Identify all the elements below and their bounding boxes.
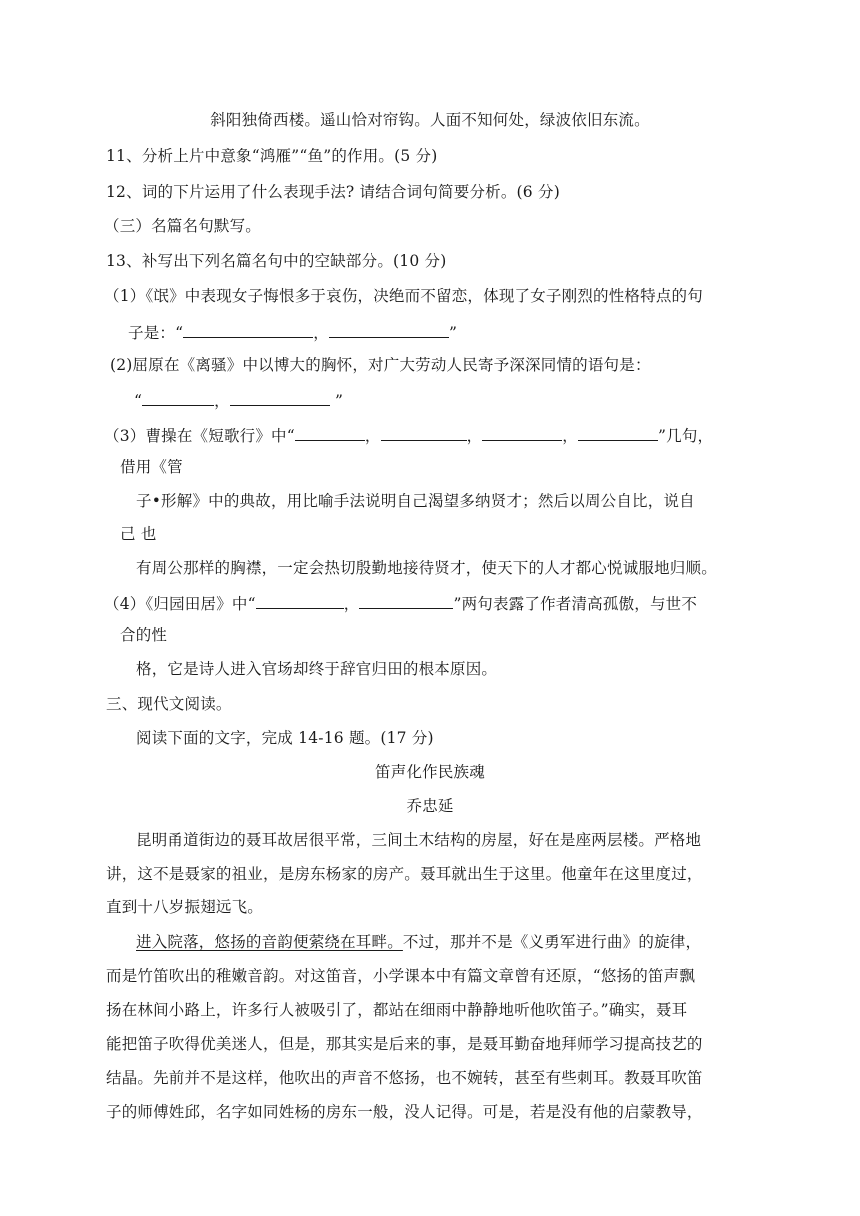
article-p1-line3: 直到十八岁振翅远飞。: [106, 898, 264, 916]
q13-3-prefix: （3）曹操在《短歌行》中“: [104, 427, 295, 445]
q13-3-line4: 己 也: [120, 525, 157, 543]
article-author: 乔忠延: [406, 797, 454, 815]
question-11: 11、分析上片中意象“鸿雁”“鱼”的作用。(5 分): [106, 147, 438, 165]
q13-3-blank-2[interactable]: [381, 424, 467, 441]
q13-3-suffix: ”几句，: [658, 427, 714, 445]
q13-2-comma: ，: [214, 392, 230, 410]
article-p1-line1: 昆明甬道街边的聂耳故居很平常，三间土木结构的房屋，好在是座两层楼。严格地: [136, 831, 702, 849]
section-3-heading: （三）名篇名句默写。: [104, 217, 262, 235]
article-p2-line1: [136, 932, 701, 952]
q13-3-line5: 有周公那样的胸襟，一定会热切殷勤地接待贤才，使天下的人才都心悦诚服地归顺。: [136, 559, 717, 577]
part-3-heading: 三、现代文阅读。: [106, 695, 232, 713]
q13-1-blank-2[interactable]: [329, 321, 449, 338]
q13-1-line2: [128, 321, 457, 343]
q13-4-line3: 格，它是诗人进入官场却终于辞官归田的根本原因。: [136, 660, 498, 678]
article-p2-line4: 能把笛子吹得优美迷人，但是，那其实是后来的事，是聂耳勤奋地拜师学习提高技艺的: [106, 1035, 703, 1053]
q13-3-line2: 借用《管: [120, 458, 183, 476]
q13-3-comma-2: ，: [466, 427, 483, 445]
q13-3-line1: [104, 424, 713, 446]
q13-2-blank-2[interactable]: [230, 389, 330, 406]
q13-3-line3: 子•形解》中的典故，用比喻手法说明自己渴望多纳贤才；然后以周公自比，说自: [136, 492, 695, 510]
q13-3-blank-4[interactable]: [578, 424, 658, 441]
q13-1-comma: ，: [313, 324, 329, 342]
article-title: 笛声化作民族魂: [375, 763, 485, 781]
q13-4-blank-2[interactable]: [359, 592, 453, 609]
q13-3-comma-1: ，: [364, 427, 381, 445]
poem-last-line: 斜阳独倚西楼。遥山恰对帘钩。人面不知何处，绿波依旧东流。: [210, 111, 650, 129]
q13-2-line2: [134, 389, 343, 411]
q13-4-comma: ，: [343, 595, 360, 613]
article-p2-line2: 而是竹笛吹出的稚嫩音韵。对这笛音，小学课本中有篇文章曾有还原，“悠扬的笛声飘: [106, 967, 696, 985]
q13-4-line1: [104, 592, 697, 614]
question-13: 13、补写出下列名篇名句中的空缺部分。(10 分): [106, 252, 447, 270]
q13-3-blank-3[interactable]: [482, 424, 562, 441]
q13-2-suffix: ”: [329, 392, 344, 410]
article-p2-underlined-sentence: 进入院落，悠扬的音韵便萦绕在耳畔。: [136, 933, 403, 951]
article-p2-line3: 扬在林间小路上，许多行人被吸引了，都站在细雨中静静地听他吹笛子。”确实，聂耳: [106, 1001, 688, 1019]
q13-3-comma-3: ，: [562, 427, 578, 445]
question-12: 12、词的下片运用了什么表现手法? 请结合词句简要分析。(6 分): [106, 183, 560, 201]
q13-4-prefix: （4）《归园田居》中“: [104, 595, 256, 613]
q13-2-blank-1[interactable]: [142, 389, 214, 406]
article-p2-line1-rest: 不过，那并不是《义勇军进行曲》的旋律，: [402, 933, 702, 951]
q13-1-prefix: 子是：“: [128, 324, 184, 342]
article-p2-line5: 结晶。先前并不是这样，他吹出的声音不悠扬，也不婉转，甚至有些刺耳。教聂耳吹笛: [106, 1069, 703, 1087]
q13-1-blank-1[interactable]: [183, 321, 313, 338]
part-3-instruction: 阅读下面的文字，完成 14-16 题。(17 分): [136, 729, 434, 747]
article-p1-line2: 讲，这不是聂家的祖业，是房东杨家的房产。聂耳就出生于这里。他童年在这里度过，: [106, 865, 703, 883]
q13-2-line1: (2)屈原在《离骚》中以博大的胸怀，对广大劳动人民寄予深深同情的语句是：: [110, 356, 651, 374]
article-p2-line6: 子的师傅姓邱，名字如同姓杨的房东一般，没人记得。可是，若是没有他的启蒙教导，: [106, 1103, 703, 1121]
q13-4-line2: 合的性: [120, 626, 168, 644]
q13-4-suffix: ”两句表露了作者清高孤傲，与世不: [453, 595, 698, 613]
q13-1-suffix: ”: [448, 324, 458, 342]
q13-2-prefix: “: [134, 392, 143, 410]
q13-4-blank-1[interactable]: [256, 592, 344, 609]
q13-3-blank-1[interactable]: [295, 424, 365, 441]
q13-1-line1: （1）《氓》中表现女子悔恨多于哀伤，决绝而不留恋，体现了女子刚烈的性格特点的句: [104, 287, 703, 305]
